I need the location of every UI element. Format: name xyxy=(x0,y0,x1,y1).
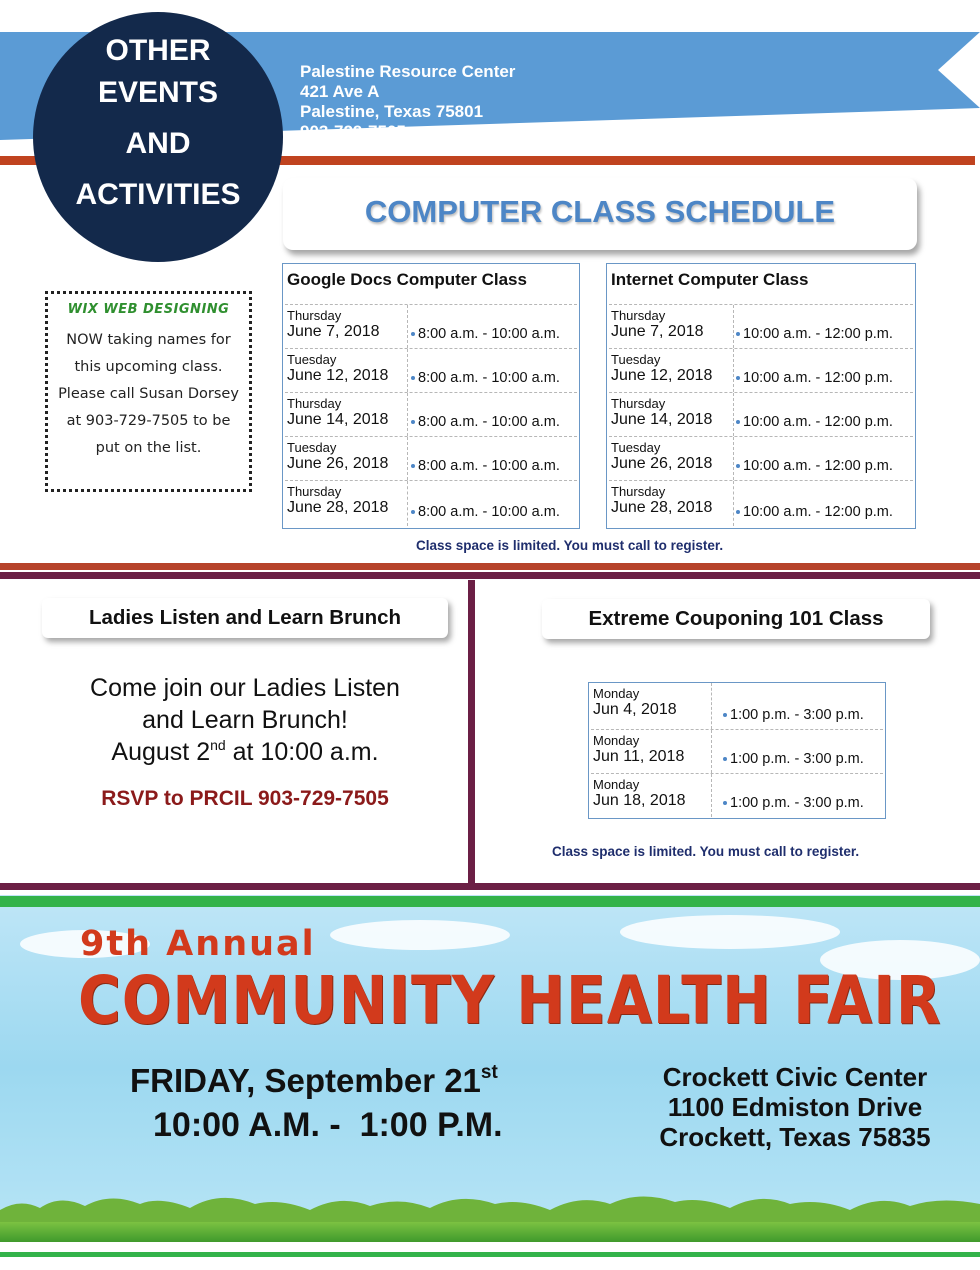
wix-line: this upcoming class. xyxy=(74,359,223,375)
row-time: 1:00 p.m. - 3:00 p.m. xyxy=(723,751,864,767)
table-row xyxy=(609,348,913,392)
google-docs-schedule xyxy=(282,263,580,529)
row-date: June 7, 2018 xyxy=(611,323,704,340)
row-day: Tuesday xyxy=(287,440,337,455)
fair-annual: 9th Annual xyxy=(80,924,316,964)
fair-title: COMMUNITY HEALTH FAIR xyxy=(78,962,942,1039)
row-day: Thursday xyxy=(287,484,342,499)
row-time: 1:00 p.m. - 3:00 p.m. xyxy=(723,707,864,723)
row-time: 10:00 a.m. - 12:00 p.m. xyxy=(736,504,893,520)
google-docs-title: Google Docs Computer Class xyxy=(287,270,527,289)
grass-trees xyxy=(0,1180,980,1224)
circle-line: OTHER xyxy=(105,34,211,67)
ladies-brunch-title-text: Ladies Listen and Learn Brunch xyxy=(88,606,402,629)
row-day: Monday xyxy=(593,733,640,748)
circle-line: ACTIVITIES xyxy=(75,178,241,211)
table-row xyxy=(609,304,913,348)
table-row xyxy=(609,392,913,436)
address-phone: 903-729-7505 xyxy=(300,122,406,141)
row-date: Jun 11, 2018 xyxy=(593,748,685,765)
section-divider-purple xyxy=(0,572,980,579)
wix-title: WIX WEB DESIGNING xyxy=(67,302,230,317)
table-row xyxy=(285,436,577,480)
grass-strip xyxy=(0,1222,980,1242)
table-row xyxy=(609,436,913,480)
row-day: Tuesday xyxy=(611,440,661,455)
address-street: 421 Ave A xyxy=(300,82,380,101)
row-date: June 14, 2018 xyxy=(287,411,389,428)
couponing-title xyxy=(542,599,930,639)
table-row xyxy=(591,683,883,729)
cloud-shape xyxy=(330,920,510,950)
row-time: 10:00 a.m. - 12:00 p.m. xyxy=(736,414,893,430)
couponing-limited-note: Class space is limited. You must call to register. xyxy=(552,844,860,859)
fair-hours: 10:00 A.M. - 1:00 P.M. xyxy=(153,1106,503,1144)
cloud-shape xyxy=(620,915,840,949)
row-day: Monday xyxy=(593,777,640,792)
row-time: 10:00 a.m. - 12:00 p.m. xyxy=(736,370,893,386)
row-day: Thursday xyxy=(287,396,342,411)
row-date: Jun 4, 2018 xyxy=(593,701,677,718)
couponing-schedule xyxy=(588,682,886,819)
row-date: June 12, 2018 xyxy=(611,367,713,384)
internet-title: Internet Computer Class xyxy=(611,270,809,289)
ladies-line: and Learn Brunch! xyxy=(142,706,348,734)
fair-venue xyxy=(640,1062,950,1152)
computer-schedule-title xyxy=(283,178,917,250)
row-day: Monday xyxy=(593,686,640,701)
rsvp-line: RSVP to PRCIL 903-729-7505 xyxy=(101,787,389,810)
row-time: 8:00 a.m. - 10:00 a.m. xyxy=(411,370,560,386)
row-time: 8:00 a.m. - 10:00 a.m. xyxy=(411,414,560,430)
fair-date: FRIDAY, September 21st xyxy=(130,1062,498,1099)
row-date: June 7, 2018 xyxy=(287,323,380,340)
row-time: 8:00 a.m. - 10:00 a.m. xyxy=(411,458,560,474)
row-time: 1:00 p.m. - 3:00 p.m. xyxy=(723,795,864,811)
table-row xyxy=(285,304,577,348)
computer-schedule-title-text: COMPUTER CLASS SCHEDULE xyxy=(364,194,836,229)
circle-line: EVENTS xyxy=(97,76,219,109)
address-city: Palestine, Texas 75801 xyxy=(300,102,484,121)
row-time: 8:00 a.m. - 10:00 a.m. xyxy=(411,326,560,342)
fair-top-border xyxy=(0,896,980,907)
row-time: 10:00 a.m. - 12:00 p.m. xyxy=(736,458,893,474)
table-row xyxy=(285,348,577,392)
row-time: 10:00 a.m. - 12:00 p.m. xyxy=(736,326,893,342)
ladies-brunch-title xyxy=(42,598,448,638)
row-day: Tuesday xyxy=(611,352,661,367)
table-row xyxy=(285,480,577,526)
wix-line: at 903-729-7505 to be xyxy=(66,413,231,429)
row-date: June 26, 2018 xyxy=(611,455,713,472)
venue-line: 1100 Edmiston Drive xyxy=(667,1092,923,1122)
wix-callout xyxy=(45,291,252,492)
vertical-divider xyxy=(468,580,475,886)
fair-bottom-border xyxy=(0,1252,980,1257)
internet-schedule xyxy=(606,263,916,529)
wix-line: Please call Susan Dorsey xyxy=(58,386,239,402)
couponing-title-text: Extreme Couponing 101 Class xyxy=(588,607,884,630)
row-date: Jun 18, 2018 xyxy=(593,792,686,809)
section-divider-red xyxy=(0,563,980,570)
circle-line: AND xyxy=(125,127,191,160)
row-day: Thursday xyxy=(611,484,666,499)
events-circle xyxy=(33,12,283,262)
row-day: Thursday xyxy=(287,308,342,323)
row-day: Tuesday xyxy=(287,352,337,367)
wix-body xyxy=(52,327,245,462)
table-row xyxy=(591,729,883,773)
address-org: Palestine Resource Center xyxy=(300,62,516,81)
table-row xyxy=(285,392,577,436)
row-day: Thursday xyxy=(611,396,666,411)
ladies-brunch-body xyxy=(40,672,450,768)
table-row xyxy=(609,480,913,526)
venue-line: Crockett Civic Center xyxy=(662,1062,928,1092)
ladies-line: Come join our Ladies Listen xyxy=(90,674,400,702)
bottom-divider-purple xyxy=(0,883,980,890)
row-date: June 28, 2018 xyxy=(611,499,713,516)
ladies-line: August 2nd at 10:00 a.m. xyxy=(111,737,379,766)
venue-line: Crockett, Texas 75835 xyxy=(659,1122,931,1152)
table-row xyxy=(591,773,883,817)
wix-line: NOW taking names for xyxy=(66,332,231,348)
row-date: June 12, 2018 xyxy=(287,367,389,384)
row-day: Thursday xyxy=(611,308,666,323)
row-date: June 26, 2018 xyxy=(287,455,389,472)
row-time: 8:00 a.m. - 10:00 a.m. xyxy=(411,504,560,520)
row-date: June 14, 2018 xyxy=(611,411,713,428)
wix-line: put on the list. xyxy=(95,440,202,456)
row-date: June 28, 2018 xyxy=(287,499,389,516)
address-block xyxy=(300,62,515,142)
computer-limited-note: Class space is limited. You must call to register. xyxy=(416,538,724,553)
